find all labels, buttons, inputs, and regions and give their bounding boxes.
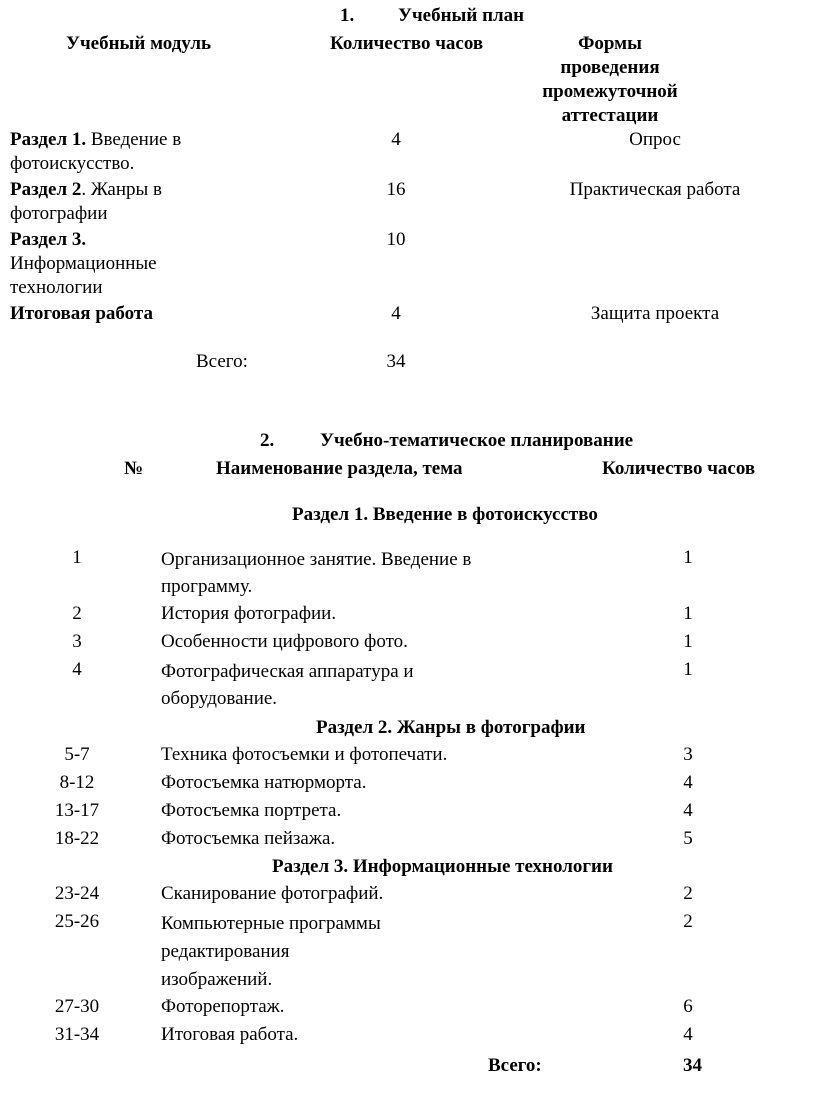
curriculum-row-2-hours: 16 (386, 179, 406, 200)
row-topic: Техника фотосъемки и фотопечати. (161, 744, 448, 765)
row-label: Раздел 2 (10, 179, 82, 200)
row-hours: 4 (683, 1024, 693, 1045)
row-topic-line: редактирования (161, 941, 290, 962)
heading-1-title: Учебный план (398, 5, 525, 26)
row-number: 13-17 (54, 800, 100, 821)
heading-1-number: 1. (340, 5, 355, 26)
curriculum-row-4-module: Итоговая работа (10, 303, 153, 324)
curriculum-row-2-form: Практическая работа (569, 179, 741, 200)
row-number: 1 (72, 547, 82, 568)
row-topic: История фотографии. (161, 603, 337, 624)
col-header-hours: Количество часов (602, 458, 756, 479)
col-header-forms-line: промежуточной (542, 81, 678, 102)
col-header-num: № (124, 458, 144, 479)
curriculum-row-4-form: Защита проекта (590, 303, 720, 324)
col-header-forms-line: проведения (560, 57, 660, 78)
curriculum-row-4-hours: 4 (391, 303, 401, 324)
row-topic-line: Фотографическая аппаратура и (161, 661, 414, 682)
row-topic-line: программу. (161, 576, 253, 597)
row-topic (161, 658, 414, 712)
col-header-name: Наименование раздела, тема (216, 458, 463, 479)
row-number: 31-34 (54, 1024, 100, 1045)
row-number: 27-30 (54, 996, 100, 1017)
section-title: Раздел 3. Информационные технологии (272, 856, 613, 877)
section-title: Раздел 1. Введение в фотоискусство (292, 504, 598, 525)
row-topic: Фотосъемка пейзажа. (161, 828, 336, 849)
row-label: Раздел 3. (10, 229, 87, 250)
row-hours: 1 (683, 547, 693, 568)
row-topic-line: Компьютерные программы (161, 913, 381, 934)
row-number: 4 (72, 659, 82, 680)
heading-2-title: Учебно-тематическое планирование (320, 430, 634, 451)
row-hours: 2 (683, 911, 693, 932)
col-header-hours: Количество часов (330, 33, 484, 54)
curriculum-row-3-hours: 10 (386, 229, 406, 250)
row-text: Введение в (86, 129, 182, 150)
curriculum-row-1-form: Опрос (629, 129, 681, 150)
row-number: 3 (72, 631, 82, 652)
row-topic (161, 910, 381, 994)
row-hours: 2 (683, 883, 693, 904)
row-number: 25-26 (54, 911, 100, 932)
row-number: 8-12 (59, 772, 95, 793)
curriculum-row-1-hours: 4 (391, 129, 401, 150)
row-hours: 4 (683, 800, 693, 821)
row-topic: Фотосъемка портрета. (161, 800, 342, 821)
row-topic-line: изображений. (161, 969, 273, 990)
section-title: Раздел 2. Жанры в фотографии (316, 717, 586, 738)
col-header-forms-line: аттестации (561, 105, 659, 126)
row-number: 23-24 (54, 883, 100, 904)
row-topic: Сканирование фотографий. (161, 883, 384, 904)
row-number: 5-7 (64, 744, 90, 765)
col-header-forms (520, 32, 700, 128)
thematic-total-label: Всего: (488, 1055, 542, 1076)
row-hours: 1 (683, 659, 693, 680)
row-text: фотографии (10, 203, 108, 224)
row-hours: 3 (683, 744, 693, 765)
row-number: 18-22 (54, 828, 100, 849)
row-label: Раздел 1. (10, 129, 87, 150)
row-text: . Жанры в (81, 179, 162, 200)
curriculum-total-label: Всего: (196, 351, 248, 372)
row-topic (161, 546, 471, 600)
row-topic: Итоговая работа. (161, 1024, 299, 1045)
thematic-total-value: 34 (683, 1055, 702, 1076)
curriculum-total-value: 34 (386, 351, 406, 372)
col-header-module: Учебный модуль (66, 33, 212, 54)
row-text: Информационные (10, 253, 157, 274)
row-topic-line: Организационное занятие. Введение в (161, 549, 472, 570)
row-hours: 4 (683, 772, 693, 793)
row-topic: Фоторепортаж. (161, 996, 285, 1017)
col-header-forms-line: Формы (578, 33, 642, 54)
row-hours: 6 (683, 996, 693, 1017)
row-topic-line: оборудование. (161, 688, 278, 709)
curriculum-row-3-module (10, 228, 270, 300)
row-hours: 1 (683, 631, 693, 652)
curriculum-row-1-module (10, 128, 270, 176)
row-text: технологии (10, 277, 103, 298)
row-hours: 5 (683, 828, 693, 849)
row-topic: Фотосъемка натюрморта. (161, 772, 367, 793)
row-topic: Особенности цифрового фото. (161, 631, 408, 652)
heading-2-number: 2. (260, 430, 275, 451)
row-number: 2 (72, 603, 82, 624)
curriculum-row-2-module (10, 178, 270, 226)
row-text: фотоискусство. (10, 153, 135, 174)
row-hours: 1 (683, 603, 693, 624)
